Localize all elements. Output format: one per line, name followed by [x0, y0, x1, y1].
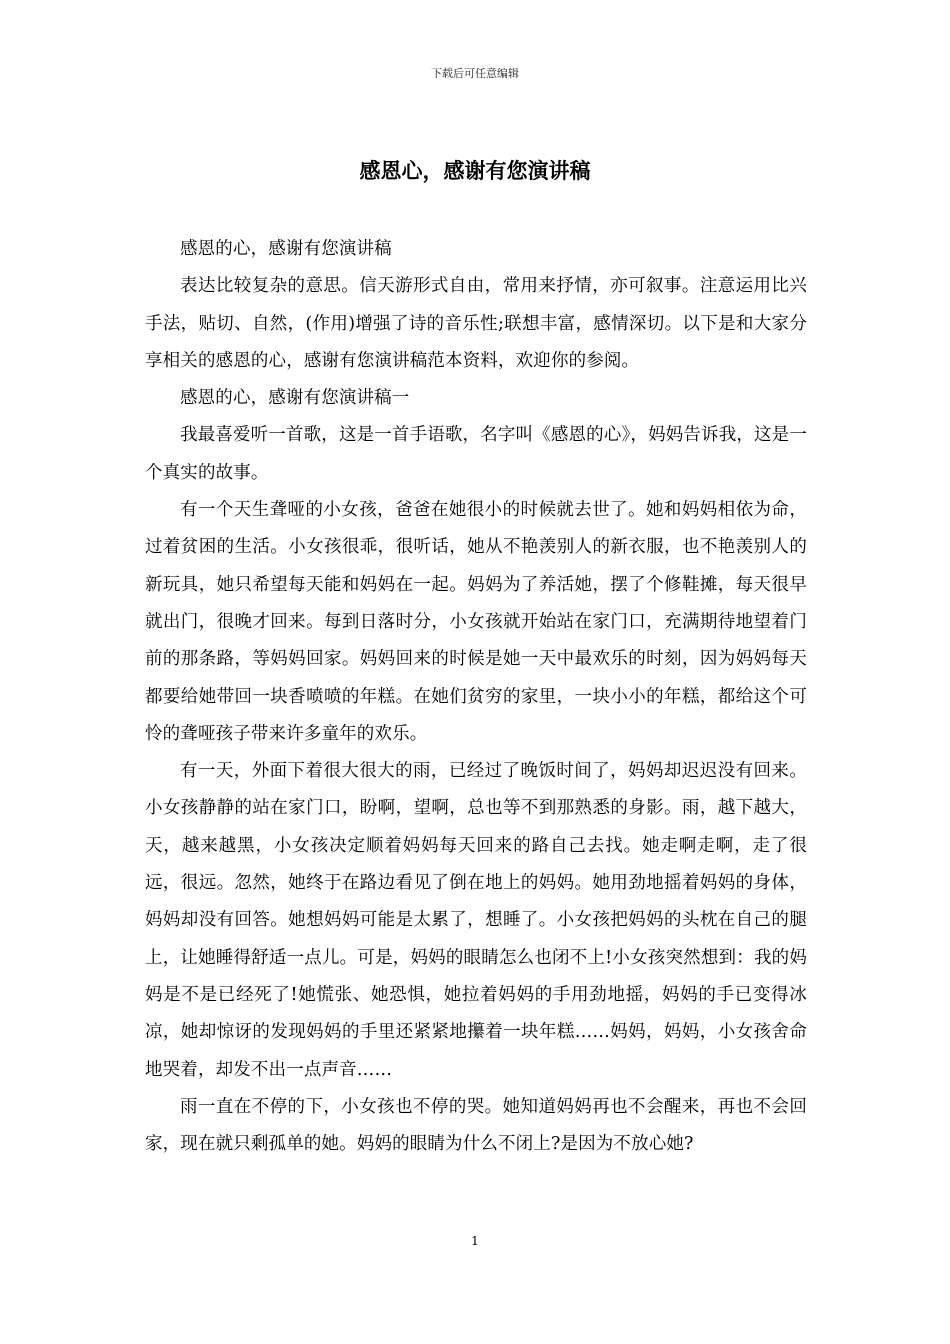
body-paragraph: 感恩的心，感谢有您演讲稿一	[180, 388, 410, 409]
body-paragraph: 表达比较复杂的意思。信天游形式自由，常用来抒情，亦可叙事。注意运用比兴手法，贴切、自然，(作用)增强了诗的音乐性;联想丰富，感情深切。以下是和大家分享相关的感恩的心，感谢有您演讲稿范本资料，欢迎你的参阅。	[145, 276, 807, 371]
body-paragraph: 我最喜爱听一首歌，这是一首手语歌，名字叫《感恩的心》，妈妈告诉我，这是一个真实的故事。	[145, 425, 807, 483]
body-paragraph: 雨一直在不停的下，小女孩也不停的哭。她知道妈妈再也不会醒来，再也不会回家，现在就只剩孤单的她。妈妈的眼睛为什么不闭上?是因为不放心她?	[145, 1096, 807, 1155]
body-paragraph: 有一个天生聋哑的小女孩，爸爸在她很小的时候就去世了。她和妈妈相依为命，过着贫困的生活。小女孩很乖，很听话，她从不艳羡别人的新衣服，也不艳羡别人的新玩具，她只希望每天能和妈妈在一起。妈妈为了养活她，摆了个修鞋摊，每天很早就出门，很晚才回来。每到日落时分，小女孩就开始站在家门口，充满期待地望着门前的那条路，等妈妈回家。妈妈回来的时候是她一天中最欢乐的时刻，因为妈妈每天都要给她带回一块香喷喷的年糕。在她们贫穷的家里，一块小小的年糕，都给这个可怜的聋哑孩子带来许多童年的欢乐。	[145, 500, 807, 744]
body-paragraph: 感恩的心，感谢有您演讲稿	[180, 239, 392, 259]
page-number: 1	[471, 1234, 479, 1248]
body-paragraph: 有一天，外面下着很大很大的雨，已经过了晚饭时间了，妈妈却迟迟没有回来。小女孩静静的站在家门口，盼啊，望啊，总也等不到那熟悉的身影。雨，越下越大，天，越来越黑，小女孩决定顺着妈妈每天回来的路自己去找。她走啊走啊，走了很远，很远。忽然，她终于在路边看见了倒在地上的妈妈。她用劲地摇着妈妈的身体，妈妈却没有回答。她想妈妈可能是太累了，想睡了。小女孩把妈妈的头枕在自己的腿上，让她睡得舒适一点儿。可是，妈妈的眼睛怎么也闭不上!小女孩突然想到：我的妈妈是不是已经死了!她慌张、她恐惧，她拉着妈妈的手用劲地摇，妈妈的手已变得冰凉，她却惊讶的发现妈妈的手里还紧紧地攥着一块年糕……妈妈，妈妈，小女孩舍命地哭着，却发不出一点声音……	[145, 761, 807, 1080]
document-body	[145, 231, 807, 1163]
page-header-note: 下载后可任意编辑	[431, 67, 519, 80]
document-title: 感恩心，感谢有您演讲稿	[359, 158, 591, 183]
